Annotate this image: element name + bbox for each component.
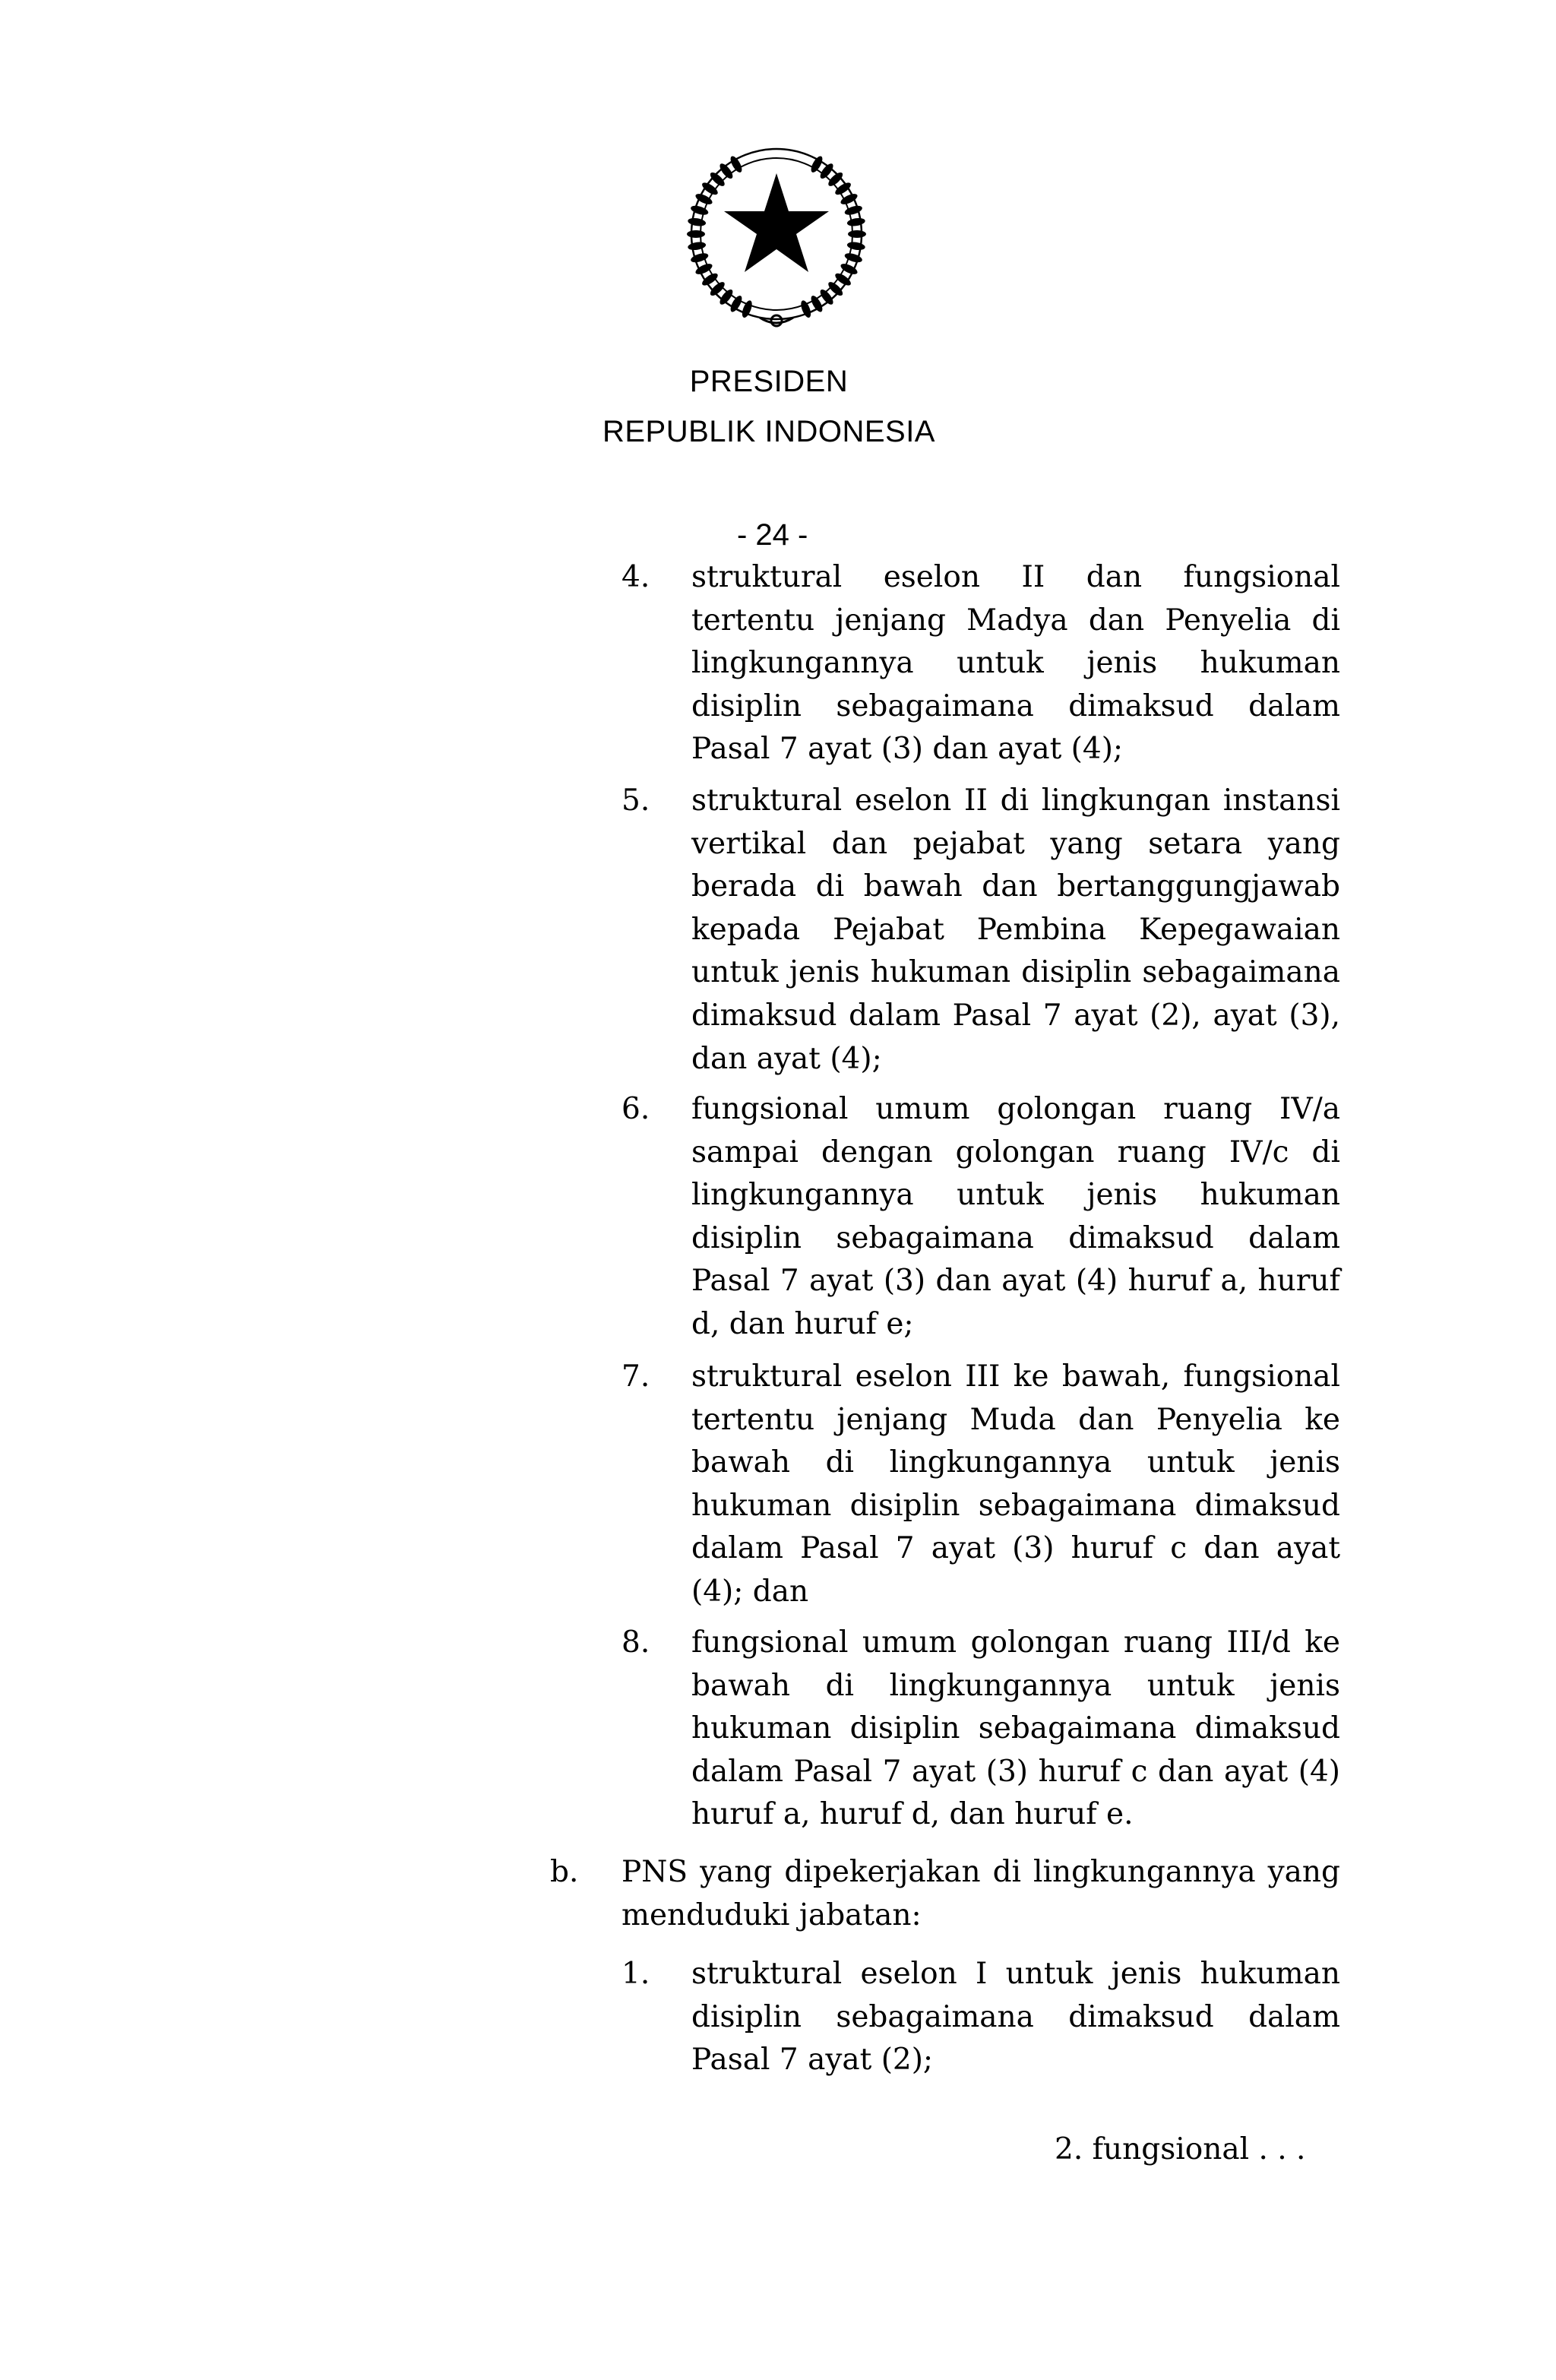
list-item-number: 7.	[621, 1359, 650, 1394]
list-item-number: 8.	[621, 1625, 650, 1660]
list-item-text: struktural eselon I untuk jenis hukuman disiplin sebagaimana dimaksud dalam Pasal 7 ayat (2);	[691, 1957, 1340, 2078]
list-item-number: 6.	[621, 1092, 650, 1126]
list-item-text: struktural eselon II dan fungsional tertentu jenjang Madya dan Penyelia di lingkungannya untuk jenis hukuman disiplin sebagaimana dimaksud dalam Pasal 7 ayat (3) dan ayat (4);	[691, 560, 1340, 767]
header-subtitle: REPUBLIK INDONESIA	[602, 415, 935, 448]
list-item-text: struktural eselon II di lingkungan instansi vertikal dan pejabat yang setara yang berada di bawah dan bertanggungjawab kepada Pejabat Pembina Kepegawaian untuk jenis hukuman disiplin sebagaimana dimaksud dalam Pasal 7 ayat (2), ayat (3), dan ayat (4);	[691, 783, 1340, 1076]
list-item-number: 4.	[621, 560, 650, 594]
header-title: PRESIDEN	[689, 365, 849, 398]
list-item-letter: b.	[550, 1855, 579, 1889]
catchword: 2. fungsional . . .	[1055, 2132, 1306, 2166]
list-item-number: 1.	[621, 1957, 650, 1991]
page-number: - 24 -	[737, 518, 808, 552]
list-item-text: PNS yang dipekerjakan di lingkungannya yang menduduki jabatan:	[621, 1855, 1340, 1932]
list-item-text: struktural eselon III ke bawah, fungsional tertentu jenjang Muda dan Penyelia ke bawah di lingkungannya untuk jenis hukuman disiplin sebagaimana dimaksud dalam Pasal 7 ayat (3) huruf c dan ayat (4); dan	[691, 1359, 1340, 1609]
list-item-text: fungsional umum golongan ruang III/d ke bawah di lingkungannya untuk jenis hukuman disiplin sebagaimana dimaksud dalam Pasal 7 ayat (3) huruf c dan ayat (4) huruf a, huruf d, dan huruf e.	[691, 1625, 1340, 1832]
list-item-text: fungsional umum golongan ruang IV/a sampai dengan golongan ruang IV/c di lingkungannya untuk jenis hukuman disiplin sebagaimana dimaksud dalam Pasal 7 ayat (3) dan ayat (4) huruf a, huruf d, dan huruf e;	[691, 1092, 1340, 1341]
list-item-number: 5.	[621, 783, 650, 818]
